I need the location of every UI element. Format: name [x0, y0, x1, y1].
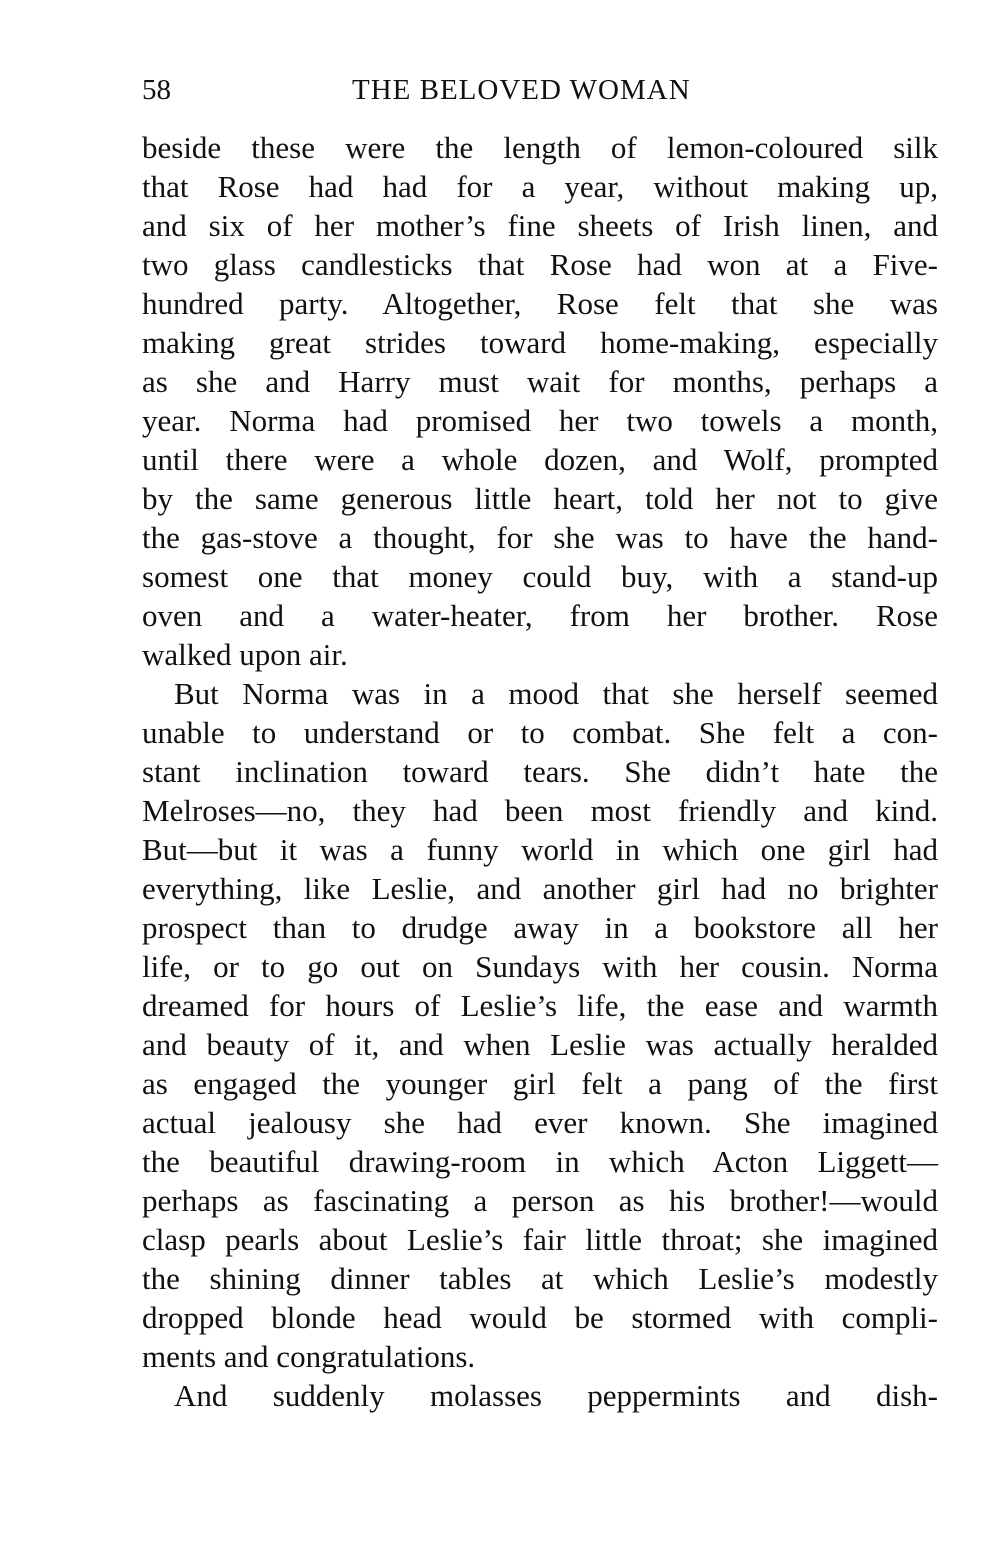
text-line: the beautiful drawing-room in which Acton Liggett— — [142, 1144, 938, 1179]
text-line: But Norma was in a mood that she herself seemed — [174, 676, 938, 711]
text-line: walked upon air. — [142, 637, 348, 672]
text-line: oven and a water-heater, from her brother. Rose — [142, 598, 938, 633]
text-line: stant inclination toward tears. She didn’t hate the — [142, 754, 938, 789]
running-title: THE BELOVED WOMAN — [352, 74, 691, 106]
text-line: the shining dinner tables at which Leslie’s modestly — [142, 1261, 938, 1296]
page-number: 58 — [142, 74, 171, 106]
text-line: But—but it was a funny world in which one girl had — [142, 832, 938, 867]
text-line: until there were a whole dozen, and Wolf, prompted — [142, 442, 938, 477]
text-line: year. Norma had promised her two towels a month, — [142, 403, 938, 438]
text-line: Melroses—no, they had been most friendly and kind. — [142, 793, 938, 828]
text-line: dropped blonde head would be stormed with compli- — [142, 1300, 938, 1335]
text-line: as engaged the younger girl felt a pang of the first — [142, 1066, 938, 1101]
text-line: dreamed for hours of Leslie’s life, the ease and warmth — [142, 988, 938, 1023]
text-line: that Rose had had for a year, without making up, — [142, 169, 938, 204]
paragraph-3 — [142, 1376, 938, 1415]
text-line: actual jealousy she had ever known. She imagined — [142, 1105, 938, 1140]
text-line: the gas-stove a thought, for she was to have the hand- — [142, 520, 938, 555]
text-line: making great strides toward home-making, especially — [142, 325, 938, 360]
text-line: hundred party. Altogether, Rose felt that she was — [142, 286, 938, 321]
paragraph-1 — [142, 128, 938, 674]
text-line: unable to understand or to combat. She felt a con- — [142, 715, 938, 750]
text-line: by the same generous little heart, told her not to give — [142, 481, 938, 516]
text-line: and six of her mother’s fine sheets of Irish linen, and — [142, 208, 938, 243]
text-line: somest one that money could buy, with a stand-up — [142, 559, 938, 594]
text-line: and beauty of it, and when Leslie was actually heralded — [142, 1027, 938, 1062]
text-line: everything, like Leslie, and another girl had no brighter — [142, 871, 938, 906]
text-line: two glass candlesticks that Rose had won at a Five- — [142, 247, 938, 282]
text-line: clasp pearls about Leslie’s fair little throat; she imagined — [142, 1222, 938, 1257]
body-text — [142, 128, 938, 1415]
text-line: prospect than to drudge away in a bookstore all her — [142, 910, 938, 945]
running-head — [142, 70, 938, 110]
text-line: beside these were the length of lemon-coloured silk — [142, 130, 938, 165]
text-line: ments and congratulations. — [142, 1339, 476, 1374]
text-line: And suddenly molasses peppermints and dish- — [174, 1378, 938, 1413]
text-line: perhaps as fascinating a person as his brother!—would — [142, 1183, 938, 1218]
text-line: as she and Harry must wait for months, perhaps a — [142, 364, 938, 399]
text-line: life, or to go out on Sundays with her cousin. Norma — [142, 949, 938, 984]
paragraph-2 — [142, 674, 938, 1376]
